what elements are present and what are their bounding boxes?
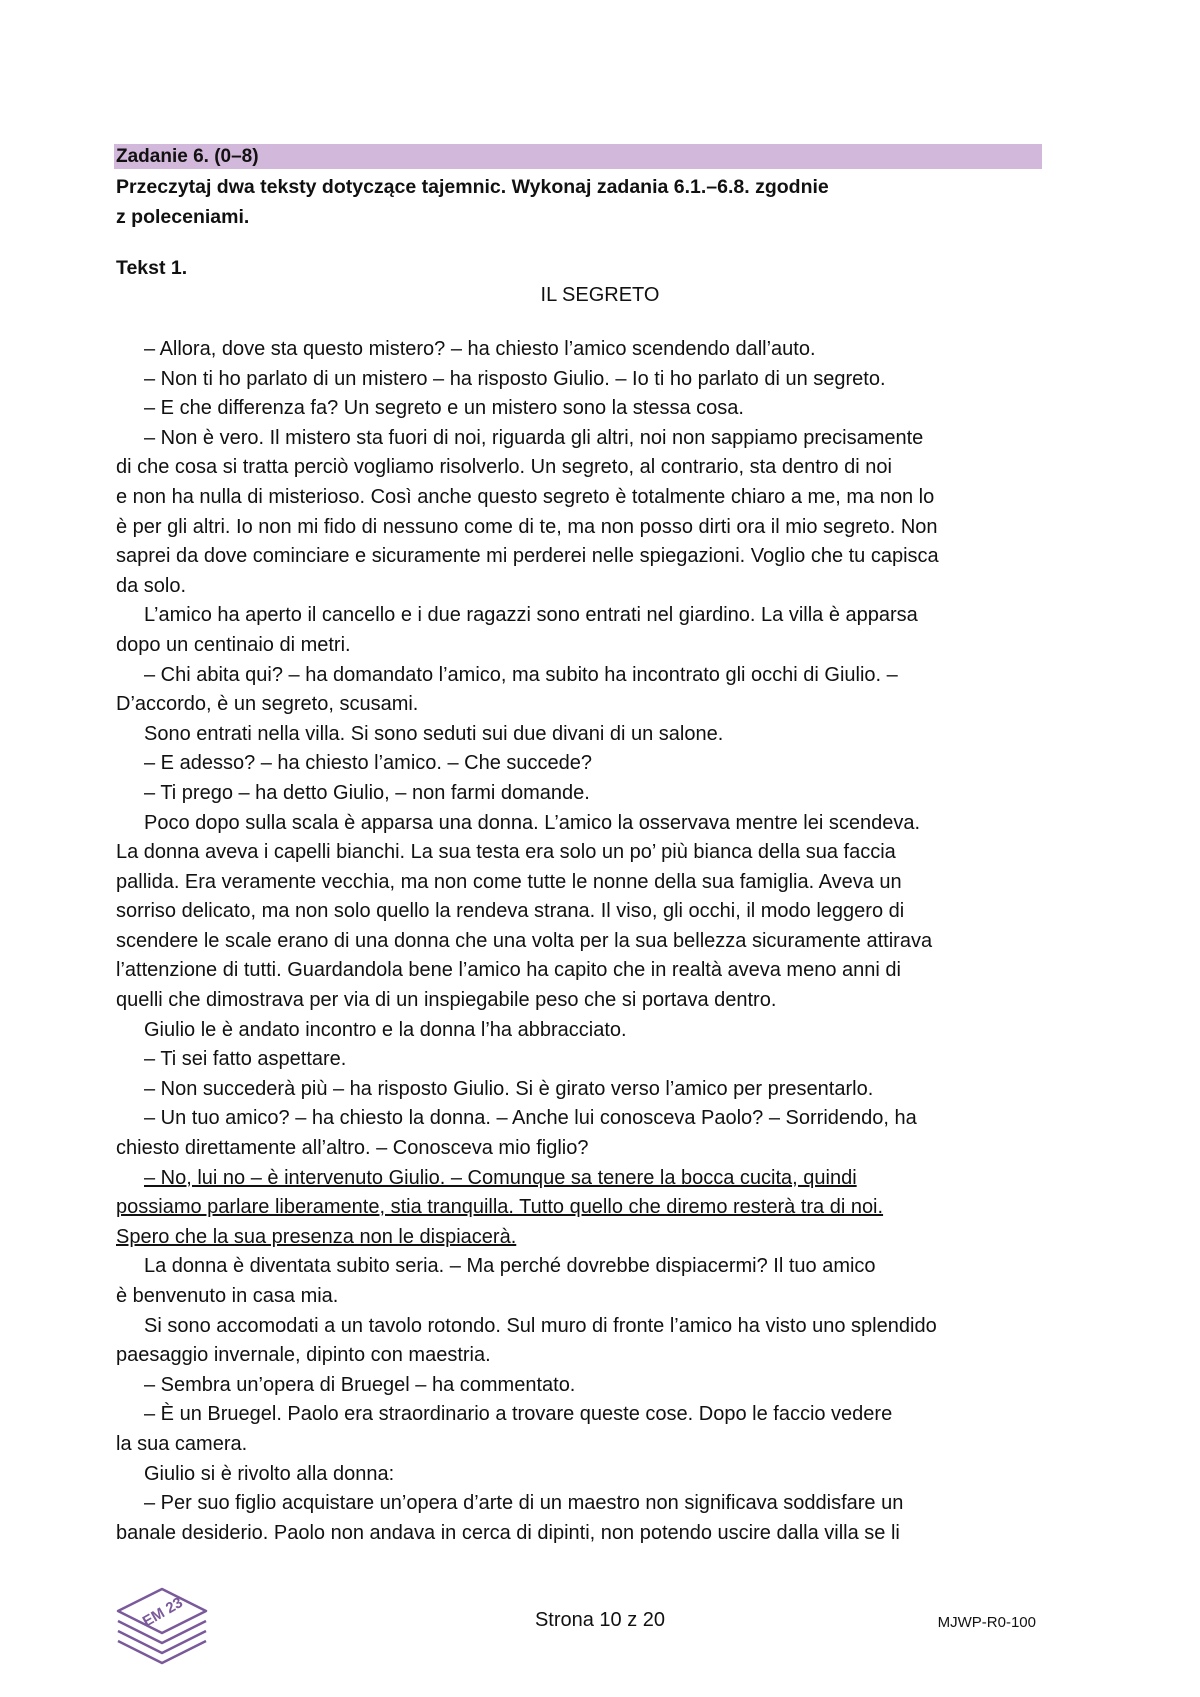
body-line: pallida. Era veramente vecchia, ma non come tutte le nonne della sua famiglia. Aveva un — [116, 870, 902, 893]
instruction-line: z poleceniami. — [116, 205, 250, 228]
body-line: la sua camera. — [116, 1432, 248, 1455]
instruction-line: Przeczytaj dwa teksty dotyczące tajemnic. Wykonaj zadania 6.1.–6.8. zgodnie — [116, 176, 829, 198]
body-line: e non ha nulla di misterioso. Così anche questo segreto è totalmente chiaro a me, ma non lo — [116, 485, 935, 508]
body-line: – Allora, dove sta questo mistero? – ha chiesto l’amico scendendo dall’auto. — [144, 338, 816, 360]
body-line: saprei da dove cominciare e sicuramente mi perderei nelle spiegazioni. Voglio che tu capisca — [116, 545, 939, 568]
body-line: – Per suo figlio acquistare un’opera d’arte di un maestro non significava soddisfare un — [144, 1492, 904, 1515]
body-line: banale desiderio. Paolo non andava in cerca di dipinti, non potendo uscire dalla villa se li — [116, 1521, 900, 1544]
body-line: Sono entrati nella villa. Si sono seduti sui due divani di un salone. — [144, 722, 724, 745]
task-instruction — [116, 172, 976, 231]
document-code: MJWP-R0-100 — [937, 1614, 1036, 1631]
body-line: – Non succederà più – ha risposto Giulio. Si è girato verso l’amico per presentarlo. — [144, 1077, 874, 1100]
body-line: Giulio le è andato incontro e la donna l’ha abbracciato. — [144, 1018, 627, 1041]
body-line: scendere le scale erano di una donna che una volta per la sua bellezza sicuramente attirava — [116, 929, 933, 952]
body-line: – Ti prego – ha detto Giulio, – non farmi domande. — [144, 781, 590, 804]
body-line-underlined — [116, 1223, 1046, 1253]
body-line: – Un tuo amico? – ha chiesto la donna. – Anche lui conosceva Paolo? – Sorridendo, ha — [144, 1107, 917, 1130]
body-line: – Sembra un’opera di Bruegel – ha commentato. — [144, 1373, 576, 1396]
body-line: D’accordo, è un segreto, scusami. — [116, 693, 419, 716]
body-line: è per gli altri. Io non mi fido di nessuno come di te, ma non posso dirti ora il mio segreto. Non — [116, 515, 938, 538]
body-line: L’amico ha aperto il cancello e i due ragazzi sono entrati nel giardino. La villa è apparsa — [144, 604, 918, 627]
body-line: sorriso delicato, ma non solo quello la rendeva strana. Il viso, gli occhi, il modo leggero di — [116, 900, 905, 923]
body-line: – E che differenza fa? Un segreto e un mistero sono la stessa cosa. — [144, 397, 744, 420]
body-line: da solo. — [116, 574, 187, 597]
body-line: è benvenuto in casa mia. — [116, 1285, 339, 1307]
body-line: paesaggio invernale, dipinto con maestria. — [116, 1344, 491, 1367]
body-line: quelli che dimostrava per via di un inspiegabile peso che si portava dentro. — [116, 989, 777, 1012]
body-line: – Non è vero. Il mistero sta fuori di noi, riguarda gli altri, noi non sappiamo precisamente — [144, 426, 924, 449]
body-line: dopo un centinaio di metri. — [116, 633, 351, 656]
text-label: Tekst 1. — [116, 257, 188, 279]
body-line: – Ti sei fatto aspettare. — [144, 1048, 347, 1071]
task-title: Zadanie 6. (0–8) — [116, 146, 259, 167]
body-line: La donna è diventata subito seria. – Ma perché dovrebbe dispiacermi? Il tuo amico — [144, 1255, 876, 1278]
body-line: Giulio si è rivolto alla donna: — [144, 1462, 395, 1485]
body-line: – È un Bruegel. Paolo era straordinario a trovare queste cose. Dopo le faccio vedere — [144, 1403, 893, 1426]
logo-text: EM 23 — [139, 1594, 186, 1631]
page-number: Strona 10 z 20 — [534, 1609, 666, 1631]
body-line: chiesto direttamente all’altro. – Conosceva mio figlio? — [116, 1137, 589, 1160]
body-line: – E adesso? – ha chiesto l’amico. – Che succede? — [144, 752, 593, 775]
underlined-text: Spero che la sua presenza non le dispiacerà. — [116, 1225, 517, 1248]
story-title: IL SEGRETO — [540, 284, 660, 306]
underlined-text: – No, lui no – è intervenuto Giulio. – Comunque sa tenere la bocca cucita, quindi — [144, 1166, 857, 1189]
body-line: Si sono accomodati a un tavolo rotondo. Sul muro di fronte l’amico ha visto uno splendido — [144, 1314, 937, 1337]
body-line: Poco dopo sulla scala è apparsa una donna. L’amico la osservava mentre lei scendeva. — [144, 811, 921, 834]
body-line: La donna aveva i capelli bianchi. La sua testa era solo un po’ più bianca della sua faccia — [116, 841, 896, 864]
body-line: di che cosa si tratta perciò vogliamo risolverlo. Un segreto, al contrario, sta dentro di noi — [116, 456, 892, 479]
body-line-underlined — [116, 1164, 1046, 1194]
body-line-underlined: possiamo parlare liberamente, stia tranquilla. Tutto quello che diremo resterà tra di noi. — [116, 1196, 884, 1219]
body-line: – Chi abita qui? – ha domandato l’amico, ma subito ha incontrato gli occhi di Giulio. – — [144, 663, 898, 686]
body-line: l’attenzione di tutti. Guardandola bene l’amico ha capito che in realtà aveva meno anni di — [116, 959, 901, 982]
body-line: – Non ti ho parlato di un mistero – ha risposto Giulio. – Io ti ho parlato di un segreto. — [144, 367, 886, 390]
story-body — [116, 335, 1046, 1548]
task-header-bar — [114, 144, 1042, 169]
